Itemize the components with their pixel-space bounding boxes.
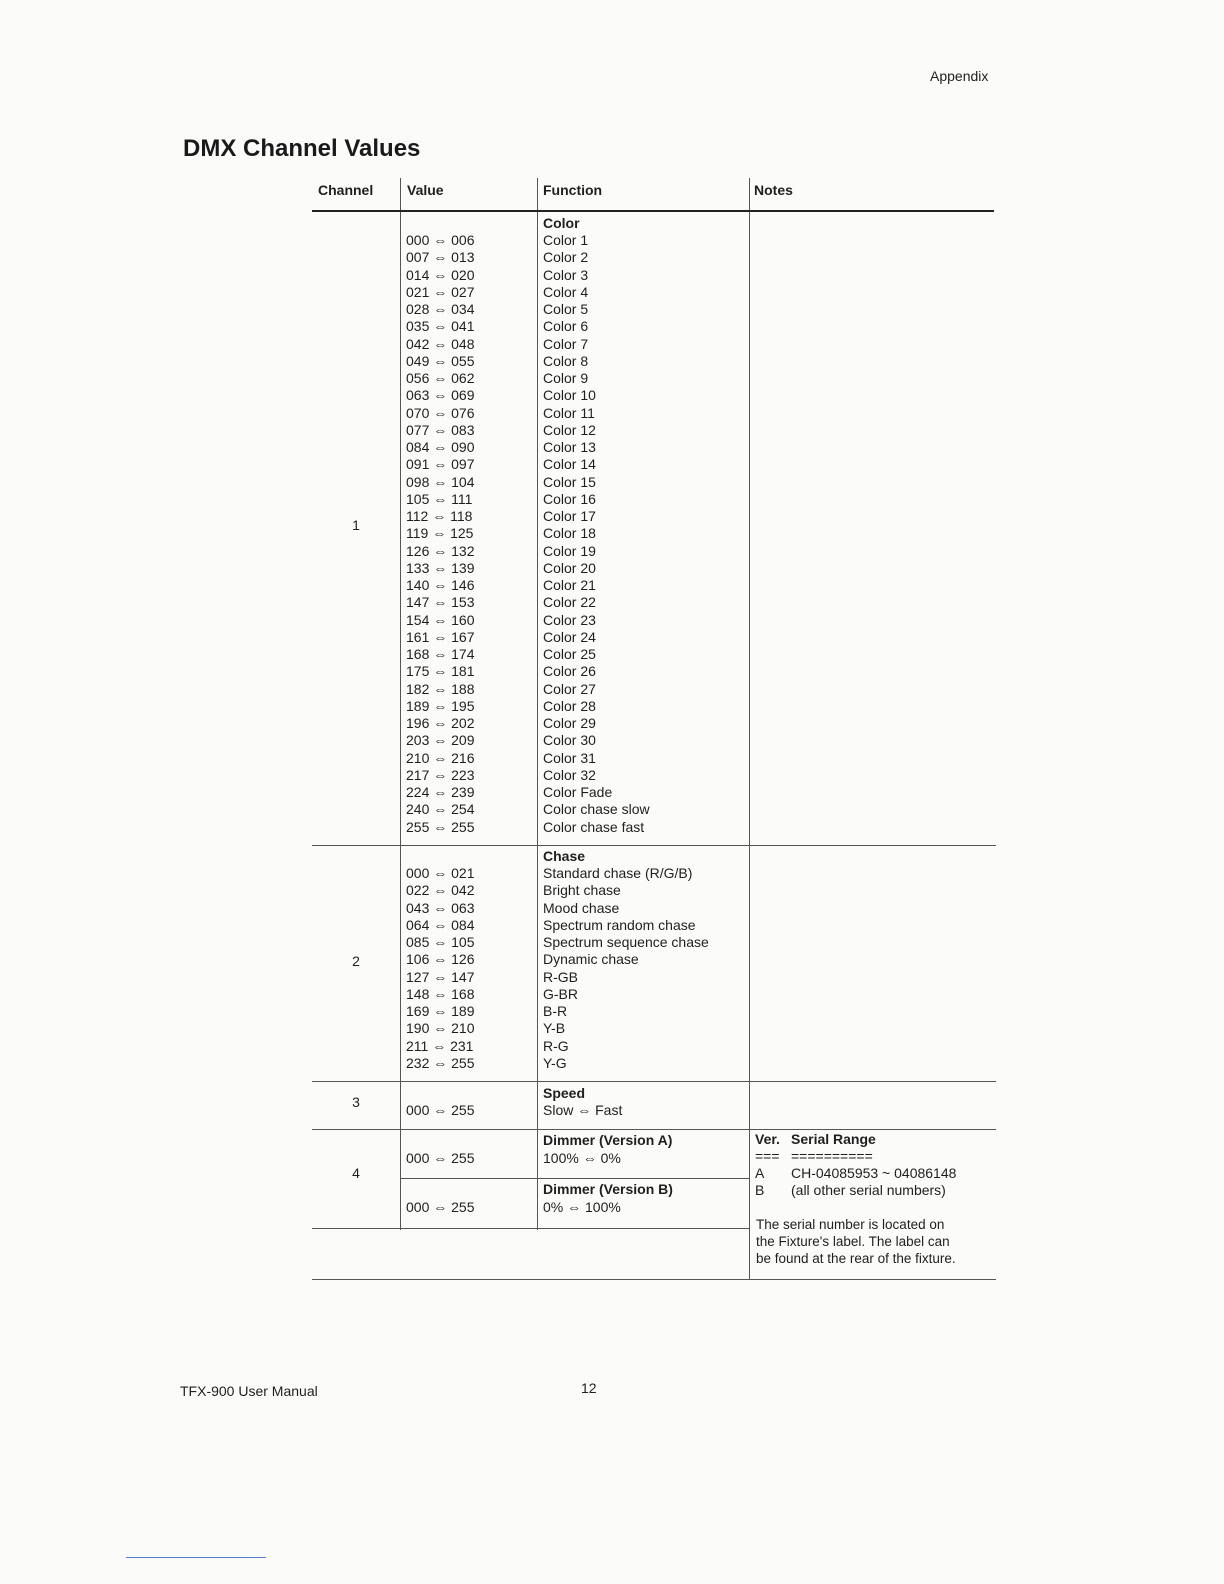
value-range: 000 ⇔ 255 [406, 1199, 475, 1215]
value-range: 091 ⇔ 097 [406, 456, 475, 473]
function-label: Color 24 [543, 628, 596, 645]
value-range: 077 ⇔ 083 [406, 421, 475, 438]
function-label: Color 21 [543, 577, 596, 593]
value-range: 063 ⇔ 069 [406, 387, 475, 404]
function-heading: Dimmer (Version B) [543, 1181, 673, 1197]
value-range: 196 ⇔ 202 [406, 715, 475, 731]
function-label: Spectrum random chase [543, 916, 696, 933]
column-header-channel: Channel [318, 182, 374, 198]
value-range: 022 ⇔ 042 [406, 882, 475, 899]
function-text: Slow ⇔ Fast [543, 1102, 623, 1118]
function-label: Color chase slow [543, 801, 650, 818]
function-label: Color 29 [543, 715, 596, 731]
function-label: Color Fade [543, 784, 613, 800]
function-label: Color 7 [543, 335, 589, 352]
function-label: Color 20 [543, 559, 596, 576]
value-range: 161 ⇔ 167 [406, 628, 475, 645]
row-divider [312, 845, 996, 846]
value-range: 224 ⇔ 239 [406, 784, 475, 800]
function-label: Dynamic chase [543, 951, 639, 968]
value-range: 014 ⇔ 020 [406, 266, 475, 283]
value-range: 119 ⇔ 125 [406, 525, 474, 542]
value-range: 084 ⇔ 090 [406, 439, 475, 455]
notes-header-range: Serial Range [791, 1131, 876, 1147]
value-range: 098 ⇔ 104 [406, 473, 475, 490]
function-label: Color 1 [543, 232, 589, 248]
value-range: 000 ⇔ 255 [406, 1150, 475, 1166]
table-bottom-rule [312, 1279, 996, 1280]
column-header-notes: Notes [754, 182, 793, 198]
page-number: 12 [581, 1380, 597, 1396]
running-header: Appendix [930, 68, 989, 84]
value-range: 042 ⇔ 048 [406, 335, 475, 352]
function-label: Color 13 [543, 439, 596, 455]
function-label: Color 23 [543, 611, 596, 628]
value-range: 169 ⇔ 189 [406, 1003, 475, 1019]
function-label: Color 25 [543, 646, 596, 662]
value-range: 043 ⇔ 063 [406, 899, 475, 916]
function-label: Color 17 [543, 508, 596, 524]
value-list [406, 232, 475, 836]
function-heading: Dimmer (Version A) [543, 1132, 673, 1148]
value-range: 147 ⇔ 153 [406, 594, 475, 611]
channel-number: 2 [352, 953, 360, 969]
value-range: 255 ⇔ 255 [406, 818, 475, 835]
notes-version-b: B [755, 1182, 765, 1198]
function-label: Standard chase (R/G/B) [543, 865, 693, 881]
function-label: Color 27 [543, 680, 596, 697]
function-label: B-R [543, 1003, 568, 1019]
channel-number: 1 [352, 517, 360, 533]
function-label: Color 14 [543, 456, 596, 473]
value-range: 148 ⇔ 168 [406, 985, 475, 1002]
notes-body-line: the Fixture's label. The label can [756, 1234, 950, 1249]
function-label: Color 32 [543, 766, 596, 783]
column-divider-notes [749, 178, 750, 1280]
row-divider [400, 1178, 749, 1179]
function-list [543, 232, 650, 836]
column-header-function: Function [543, 182, 603, 198]
value-range: 127 ⇔ 147 [406, 968, 475, 985]
column-header-value: Value [407, 182, 444, 198]
page-title: DMX Channel Values [183, 135, 421, 162]
function-text: 100% ⇔ 0% [543, 1150, 621, 1166]
value-range: 070 ⇔ 076 [406, 404, 475, 421]
function-label: Color 3 [543, 266, 589, 283]
value-range: 007 ⇔ 013 [406, 249, 475, 266]
function-label: Color chase fast [543, 818, 645, 835]
function-label: Color 28 [543, 697, 596, 714]
row-divider [312, 1081, 996, 1082]
function-label: Color 12 [543, 421, 596, 438]
function-label: Color 22 [543, 594, 596, 611]
function-label: Color 18 [543, 525, 596, 542]
function-label: Color 9 [543, 370, 589, 386]
function-label: Color 31 [543, 749, 596, 766]
function-label: Color 2 [543, 249, 589, 266]
value-range: 035 ⇔ 041 [406, 318, 475, 335]
value-range: 210 ⇔ 216 [406, 749, 475, 766]
value-range: 232 ⇔ 255 [406, 1054, 475, 1071]
function-label: Y-B [543, 1020, 566, 1037]
function-label: Color 8 [543, 352, 589, 369]
value-range: 140 ⇔ 146 [406, 577, 475, 593]
notes-version-a: A [755, 1165, 765, 1181]
notes-underline: ========== [791, 1148, 873, 1164]
notes-serial-location [756, 1216, 956, 1267]
notes-underline: === [755, 1148, 780, 1164]
row-divider [312, 1129, 996, 1130]
value-range: 168 ⇔ 174 [406, 646, 475, 662]
notes-body-line: be found at the rear of the fixture. [756, 1251, 956, 1266]
column-divider-value [400, 178, 401, 1230]
notes-range-a: CH-04085953 ~ 04086148 [791, 1165, 957, 1181]
function-heading: Color [543, 215, 580, 231]
value-range: 175 ⇔ 181 [406, 663, 475, 680]
value-range: 203 ⇔ 209 [406, 732, 475, 749]
function-label: Color 11 [543, 404, 595, 421]
function-label: Color 6 [543, 318, 589, 335]
value-range: 028 ⇔ 034 [406, 301, 475, 317]
value-range: 211 ⇔ 231 [406, 1037, 474, 1054]
value-range: 000 ⇔ 255 [406, 1102, 475, 1118]
footer-manual-title: TFX-900 User Manual [180, 1383, 318, 1399]
function-label: Color 15 [543, 473, 596, 490]
function-label: Color 10 [543, 387, 596, 404]
function-label: R-GB [543, 968, 578, 985]
value-range: 000 ⇔ 021 [406, 865, 475, 881]
value-range: 240 ⇔ 254 [406, 801, 475, 818]
value-range: 049 ⇔ 055 [406, 352, 475, 369]
function-label: R-G [543, 1037, 569, 1054]
function-label: Color 5 [543, 301, 589, 317]
scan-artifact-line [126, 1557, 266, 1559]
notes-header-version: Ver. [755, 1131, 780, 1147]
function-label: Color 4 [543, 283, 589, 300]
value-range: 189 ⇔ 195 [406, 697, 475, 714]
value-range: 126 ⇔ 132 [406, 542, 475, 559]
notes-range-b: (all other serial numbers) [791, 1182, 946, 1198]
function-label: Mood chase [543, 899, 620, 916]
function-label: Spectrum sequence chase [543, 934, 709, 950]
value-range: 021 ⇔ 027 [406, 283, 475, 300]
function-list [543, 865, 709, 1072]
column-divider-function [537, 178, 538, 1230]
value-range: 085 ⇔ 105 [406, 934, 475, 950]
value-range: 133 ⇔ 139 [406, 559, 475, 576]
value-range: 106 ⇔ 126 [406, 951, 475, 968]
function-label: Color 30 [543, 732, 596, 749]
value-range: 105 ⇔ 111 [406, 490, 473, 507]
function-heading: Chase [543, 848, 586, 864]
value-range: 056 ⇔ 062 [406, 370, 475, 386]
row-divider [312, 1228, 749, 1229]
function-label: G-BR [543, 985, 578, 1002]
value-range: 182 ⇔ 188 [406, 680, 475, 697]
value-range: 000 ⇔ 006 [406, 232, 475, 248]
header-rule [312, 210, 994, 212]
notes-serial-table [755, 1131, 956, 1199]
function-label: Color 16 [543, 490, 596, 507]
value-range: 154 ⇔ 160 [406, 611, 475, 628]
notes-body-line: The serial number is located on [756, 1217, 945, 1232]
function-label: Bright chase [543, 882, 621, 899]
value-range: 064 ⇔ 084 [406, 916, 475, 933]
function-text: 0% ⇔ 100% [543, 1199, 621, 1215]
function-heading: Speed [543, 1085, 586, 1101]
value-range: 217 ⇔ 223 [406, 766, 475, 783]
channel-number: 4 [352, 1165, 360, 1181]
channel-number: 3 [352, 1094, 360, 1110]
function-label: Color 19 [543, 542, 596, 559]
value-list [406, 865, 475, 1072]
function-label: Y-G [543, 1054, 567, 1071]
value-range: 190 ⇔ 210 [406, 1020, 475, 1037]
function-label: Color 26 [543, 663, 596, 680]
value-range: 112 ⇔ 118 [406, 508, 473, 524]
